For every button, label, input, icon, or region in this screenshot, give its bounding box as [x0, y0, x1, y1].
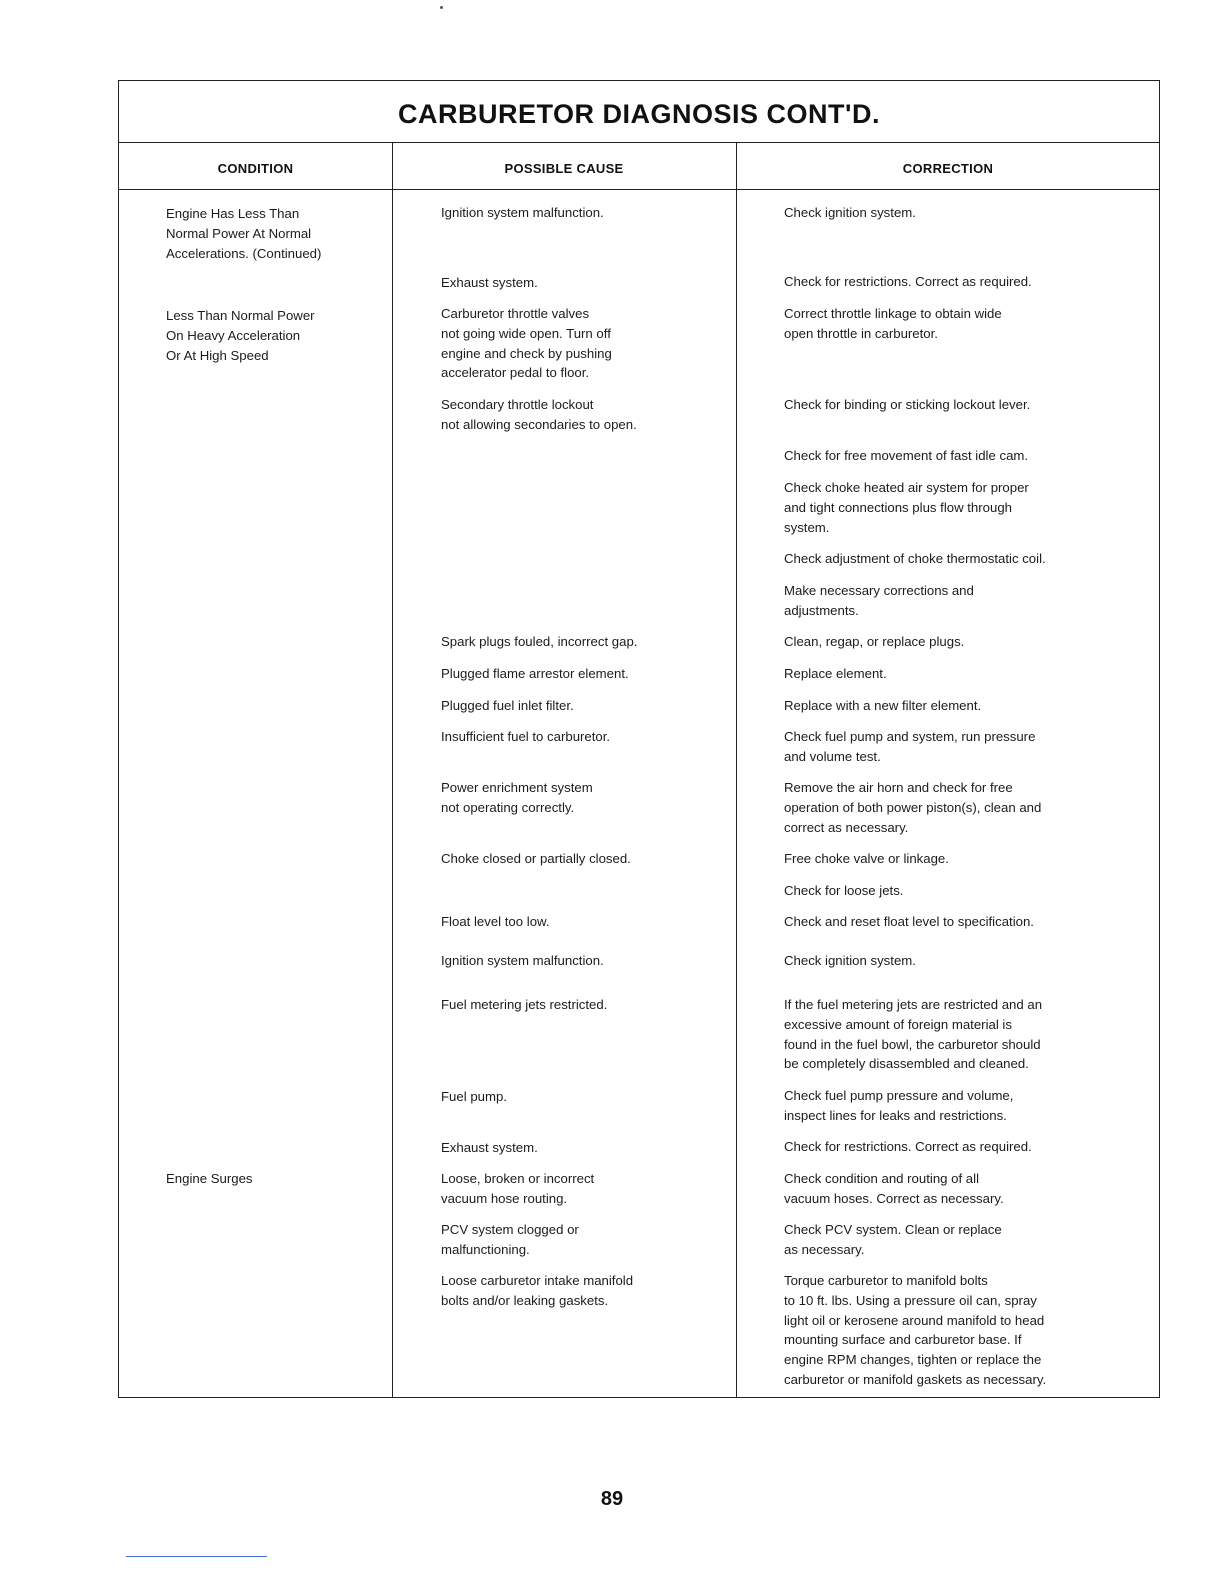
correction-text: Make necessary corrections and adjustments.	[784, 583, 974, 618]
cause-text: Fuel pump.	[441, 1089, 507, 1104]
speck-mark	[440, 6, 443, 9]
cause-text: Exhaust system.	[441, 1140, 538, 1155]
correction-text: Check adjustment of choke thermostatic coil.	[784, 551, 1046, 566]
header-condition: CONDITION	[217, 161, 294, 176]
cause-text: Choke closed or partially closed.	[441, 851, 631, 866]
cause-text: Exhaust system.	[441, 275, 538, 290]
column-divider-1	[392, 143, 393, 1397]
cause-text: Power enrichment system not operating correctly.	[441, 780, 593, 815]
cause-text: Loose, broken or incorrect vacuum hose routing.	[441, 1171, 595, 1206]
cause-text: Plugged flame arrestor element.	[441, 666, 629, 681]
correction-text: Check for loose jets.	[784, 883, 904, 898]
correction-text: Check for binding or sticking lockout lever.	[784, 397, 1031, 412]
header-cause: POSSIBLE CAUSE	[504, 161, 624, 176]
correction-text: Check for free movement of fast idle cam.	[784, 448, 1029, 463]
correction-text: Check for restrictions. Correct as required.	[784, 274, 1032, 289]
correction-text: Check ignition system.	[784, 953, 916, 968]
correction-text: Torque carburetor to manifold bolts to 10 ft. lbs. Using a pressure oil can, spray light oil or kerosene around manifold to head mounting surface and carburetor base. If engine RPM changes, tighten or replace the carburetor or manifold gaskets as necessary.	[784, 1273, 1047, 1387]
cause-text: Insufficient fuel to carburetor.	[441, 729, 611, 744]
cause-text: Ignition system malfunction.	[441, 953, 604, 968]
cause-text: Spark plugs fouled, incorrect gap.	[441, 634, 638, 649]
correction-text: If the fuel metering jets are restricted and an excessive amount of foreign material is found in the fuel bowl, the carburetor should be completely disassembled and cleaned.	[784, 997, 1043, 1072]
correction-text: Remove the air horn and check for free operation of both power piston(s), clean and correct as necessary.	[784, 780, 1042, 835]
correction-text: Replace with a new filter element.	[784, 698, 982, 713]
condition-text: Engine Surges	[166, 1171, 253, 1186]
correction-text: Clean, regap, or replace plugs.	[784, 634, 965, 649]
cause-text: Float level too low.	[441, 914, 550, 929]
header-correction: CORRECTION	[902, 161, 994, 176]
cause-text: Carburetor throttle valves not going wide open. Turn off engine and check by pushing accelerator pedal to floor.	[441, 306, 612, 381]
correction-text: Check condition and routing of all vacuum hoses. Correct as necessary.	[784, 1171, 1004, 1206]
cause-text: Ignition system malfunction.	[441, 205, 604, 220]
cause-text: PCV system clogged or malfunctioning.	[441, 1222, 579, 1257]
correction-text: Replace element.	[784, 666, 887, 681]
condition-text: Engine Has Less Than Normal Power At Normal Accelerations. (Continued)	[166, 206, 322, 261]
correction-text: Free choke valve or linkage.	[784, 851, 949, 866]
cause-text: Loose carburetor intake manifold bolts and/or leaking gaskets.	[441, 1273, 634, 1308]
correction-text: Check and reset float level to specification.	[784, 914, 1034, 929]
correction-text: Check PCV system. Clean or replace as necessary.	[784, 1222, 1002, 1257]
cause-text: Fuel metering jets restricted.	[441, 997, 608, 1012]
cause-text: Secondary throttle lockout not allowing secondaries to open.	[441, 397, 637, 432]
correction-text: Check choke heated air system for proper and tight connections plus flow through system.	[784, 480, 1029, 535]
correction-text: Check fuel pump pressure and volume, inspect lines for leaks and restrictions.	[784, 1088, 1014, 1123]
correction-text: Check for restrictions. Correct as required.	[784, 1139, 1032, 1154]
header-divider	[119, 189, 1159, 190]
condition-text: Less Than Normal Power On Heavy Acceleration Or At High Speed	[166, 308, 315, 363]
title-row	[119, 81, 1159, 143]
correction-text: Check ignition system.	[784, 205, 916, 220]
page-title: CARBURETOR DIAGNOSIS CONT'D.	[398, 99, 880, 129]
page-number: 89	[600, 1488, 624, 1510]
cause-text: Plugged fuel inlet filter.	[441, 698, 574, 713]
blue-underline-mark	[126, 1556, 267, 1557]
correction-text: Check fuel pump and system, run pressure and volume test.	[784, 729, 1036, 764]
diagnosis-table	[118, 80, 1160, 1398]
correction-text: Correct throttle linkage to obtain wide open throttle in carburetor.	[784, 306, 1002, 341]
